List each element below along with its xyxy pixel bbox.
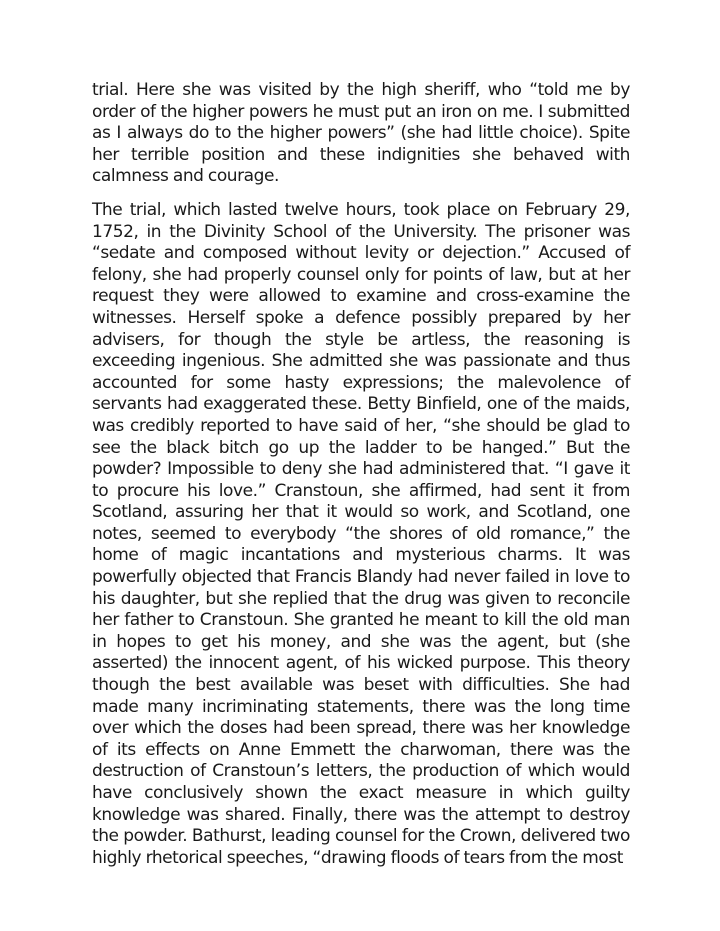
document-page: [92, 80, 630, 869]
paragraph-continuation: trial. Here she was visited by the high sheriff, who “told me by order of the higher powers he must put an iron on me. I submitted as I always do to the higher powers” (she had little choice). Spite her terrible position and these indignities she behaved with calmness and courage.: [92, 80, 630, 187]
paragraph-trial: The trial, which lasted twelve hours, took place on February 29, 1752, in the Divinity School of the University. The prisoner was “sedate and composed without levity or dejection.” Accused of felony, she had properly counsel only for points of law, but at her request they were allowed to examine and cross-examine the witnesses. Herself spoke a defence possibly prepared by her advisers, for though the style be artless, the reasoning is exceeding ingenious. She admitted she was passionate and thus accounted for some hasty expressions; the malevolence of servants had exaggerated these. Betty Binfield, one of the maids, was credibly reported to have said of her, “she should be glad to see the black bitch go up the ladder to be hanged.” But the powder? Impossible to deny she had administered that. “I gave it to procure his love.” Cranstoun, she affirmed, had sent it from Scotland, assuring her that it would so work, and Scotland, one notes, seemed to everybody “the shores of old romance,” the home of magic incantations and mysterious charms. It was powerfully objected that Francis Blandy had never failed in love to his daughter, but she replied that the drug was given to reconcile her father to Cranstoun. She granted he meant to kill the old man in hopes to get his money, and she was the agent, but (she asserted) the innocent agent, of his wicked purpose. This theory though the best available was beset with difficulties. She had made many incriminating statements, there was the long time over which the doses had been spread, there was her knowledge of its effects on Anne Emmett the charwoman, there was the destruction of Cranstoun’s letters, the production of which would have conclusively shown the exact measure in which guilty knowledge was shared. Finally, there was the attempt to destroy the powder. Bathurst, leading counsel for the Crown, delivered two highly rhetorical speeches, “drawing floods of tears from the most: [92, 199, 630, 868]
